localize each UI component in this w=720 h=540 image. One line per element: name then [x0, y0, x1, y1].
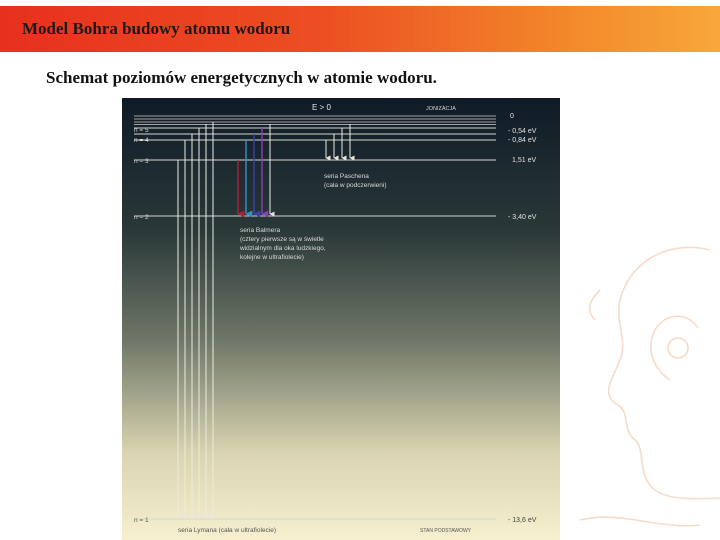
level-label-n2: n = 2: [134, 214, 149, 221]
level-label-n5: n = 5: [134, 127, 149, 134]
energy-label-n1: - 13,6 eV: [508, 517, 537, 524]
energy-label-n5: - 0,54 eV: [508, 128, 537, 135]
paschen-label-line1: seria Paschena: [324, 173, 369, 180]
decorative-head-sketch: [560, 230, 720, 540]
level-label-n1: n = 1: [134, 517, 149, 524]
level-label-n3: n = 3: [134, 158, 149, 165]
continuum-label: E > 0: [312, 103, 331, 112]
balmer-label-line3: widzialnym dla oka ludzkiego,: [240, 245, 326, 252]
energy-label-0: 0: [510, 113, 514, 120]
energy-label-n2: - 3,40 eV: [508, 214, 537, 221]
balmer-label-line1: seria Balmera: [240, 227, 281, 234]
paschen-label-line2: (cała w podczerwieni): [324, 182, 387, 189]
balmer-label-line4: kolejne w ultrafiolecie): [240, 254, 304, 261]
level-label-n4: n = 4: [134, 137, 149, 144]
balmer-label-line2: (cztery pierwsze są w świetle: [240, 236, 324, 243]
energy-label-n3: 1,51 eV: [512, 157, 537, 164]
energy-label-n4: - 0,84 eV: [508, 137, 537, 144]
energy-level-diagram: [122, 98, 560, 540]
lyman-label: seria Lymana (cała w ultrafiolecie): [178, 527, 277, 534]
slide-subtitle: Schemat poziomów energetycznych w atomie wodoru.: [46, 68, 437, 87]
diagram-background: [122, 98, 560, 540]
slide-title: Model Bohra budowy atomu wodoru: [22, 19, 291, 38]
ground-state-label: STAN PODSTAWOWY: [420, 528, 472, 534]
ionization-label: JONIZACJA: [426, 106, 456, 112]
